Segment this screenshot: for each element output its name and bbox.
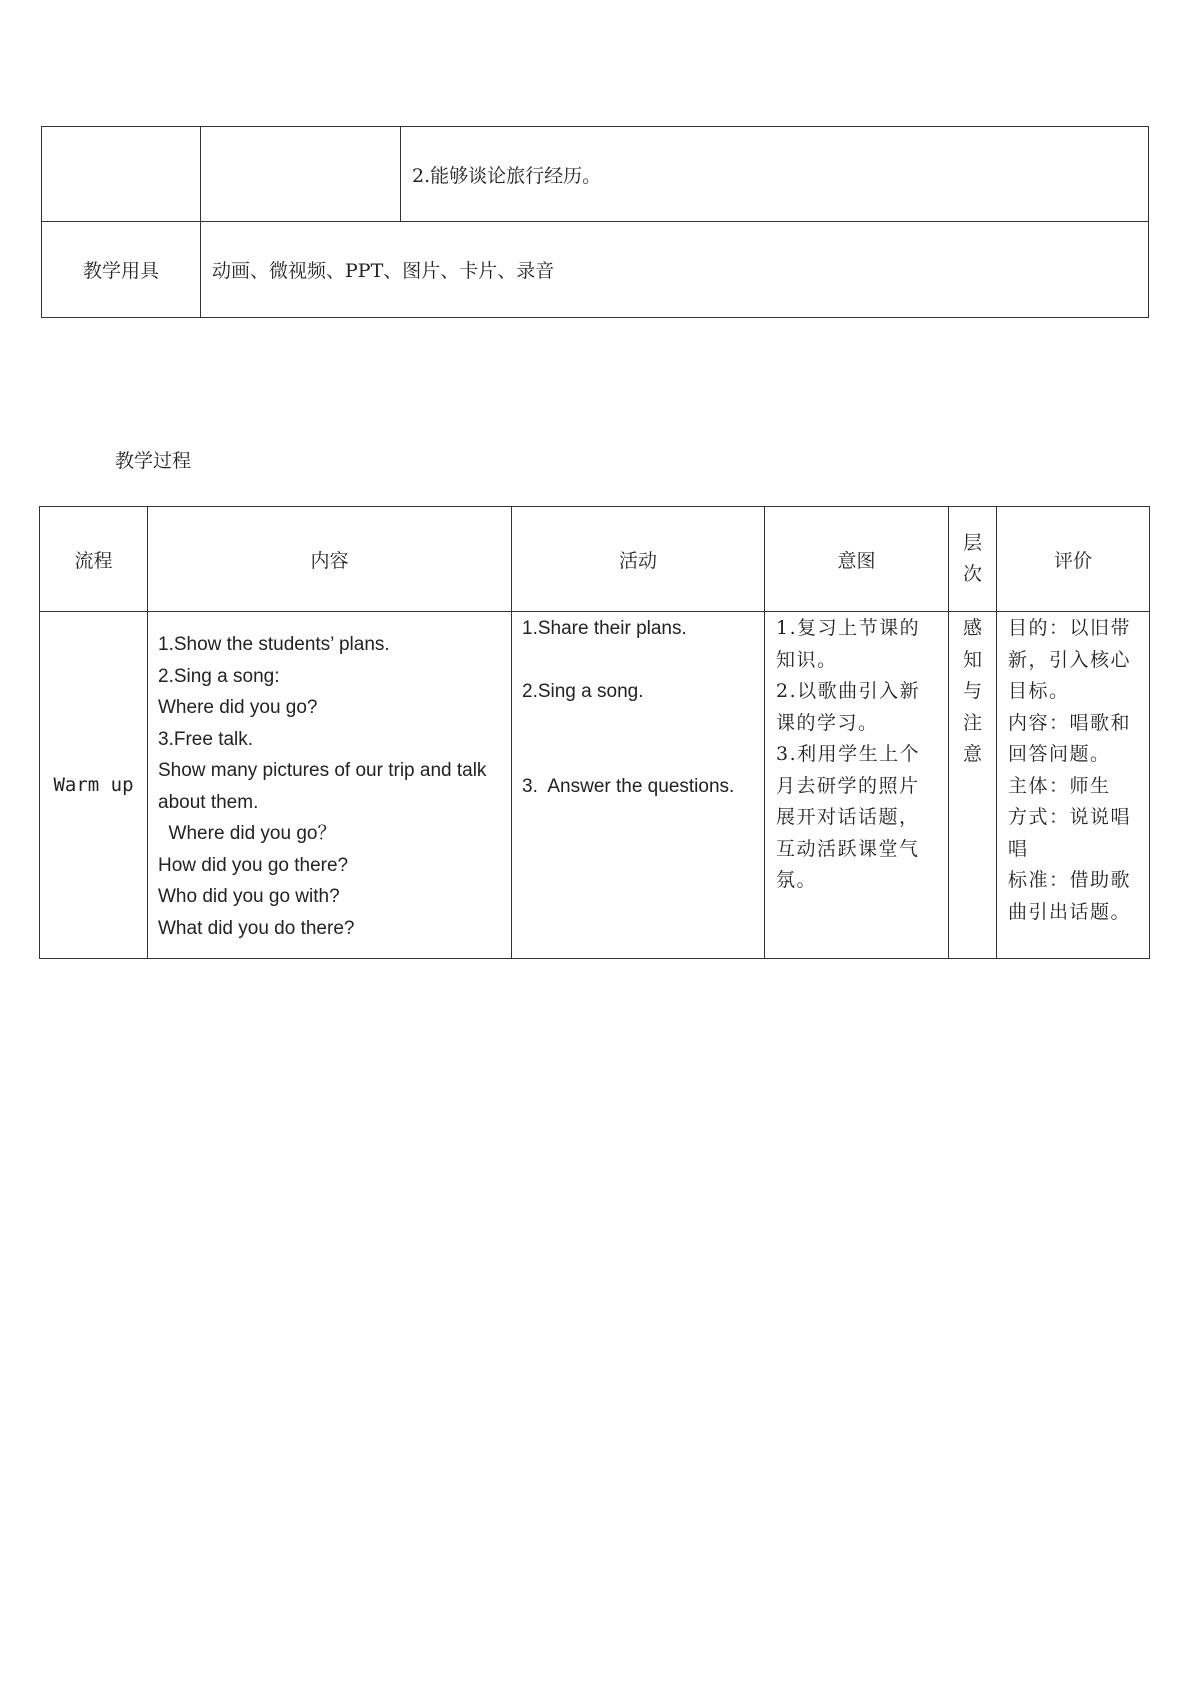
evaluation-line: 目标。: [1008, 680, 1070, 702]
content-line: Where did you go？: [158, 823, 337, 844]
header-content: 内容: [148, 507, 512, 612]
header-level-text: 层次: [962, 532, 982, 585]
content-cell: [148, 612, 512, 959]
intent-line: 课的学习。: [776, 711, 879, 734]
content-line: 2.Sing a song:: [158, 665, 280, 687]
intent-line: 互动活跃课堂气: [776, 837, 920, 860]
table-row: [40, 612, 1150, 959]
evaluation-line: 方式：说说唱: [1008, 806, 1132, 828]
objective-sublabel-cell: [201, 127, 401, 222]
level-char: 意: [962, 743, 982, 765]
evaluation-line: 新，引入核心: [1008, 648, 1132, 671]
tools-row: [42, 222, 1149, 318]
header-intent: 意图: [765, 507, 949, 612]
objective-item: 2.能够谈论旅行经历。: [401, 127, 1149, 222]
activity-line: 3. Answer the questions.: [522, 775, 735, 797]
section-title: 教学过程: [115, 450, 192, 472]
activity-cell: [512, 612, 765, 959]
content-line: How did you go there?: [158, 854, 349, 876]
evaluation-line: 唱: [1008, 837, 1029, 860]
evaluation-line: 主体：师生: [1008, 774, 1111, 797]
content-line: 3.Free talk.: [158, 728, 254, 750]
content-line: Where did you go?: [158, 697, 318, 718]
intent-cell: [765, 612, 949, 959]
header-process: 流程: [40, 507, 148, 612]
header-activity: 活动: [512, 507, 765, 612]
activity-line: [522, 739, 756, 771]
intent-line: 3.利用学生上个: [776, 743, 921, 765]
content-line: about them.: [158, 791, 259, 813]
objective-label-cell: [42, 127, 201, 222]
teaching-info-table: [41, 126, 1149, 318]
content-line: What did you do there?: [158, 917, 355, 939]
header-level: [949, 507, 997, 612]
evaluation-line: 内容：唱歌和: [1008, 711, 1132, 734]
evaluation-line: 目的：以旧带: [1008, 617, 1132, 639]
objective-row: [42, 127, 1149, 222]
evaluation-line: 曲引出话题。: [1008, 900, 1132, 923]
header-row: [40, 507, 1150, 612]
intent-line: 月去研学的照片: [776, 774, 920, 797]
activity-line: 2.Sing a song.: [522, 681, 644, 702]
intent-line: 1.复习上节课的: [776, 617, 921, 639]
header-evaluation: 评价: [997, 507, 1150, 612]
intent-line: 2.以歌曲引入新: [776, 680, 921, 702]
intent-line: 展开对话话题，: [776, 806, 920, 828]
level-cell: [949, 612, 997, 959]
level-char: 与: [962, 680, 982, 702]
tools-label: 教学用具: [42, 222, 201, 318]
level-char: 注: [962, 711, 982, 734]
content-line: Who did you go with?: [158, 886, 340, 907]
content-line: 1.Show the students’ plans.: [158, 634, 390, 655]
teaching-process-table: [39, 506, 1150, 959]
activity-line: [522, 708, 756, 740]
activity-line: [522, 645, 756, 677]
evaluation-line: 标准：借助歌: [1008, 869, 1132, 891]
intent-line: 知识。: [776, 648, 838, 671]
activity-line: 1.Share their plans.: [522, 618, 687, 639]
evaluation-line: 回答问题。: [1008, 743, 1111, 765]
stage-cell: Warm up: [40, 612, 148, 959]
evaluation-cell: [997, 612, 1150, 959]
tools-value: 动画、微视频、PPT、图片、卡片、录音: [201, 222, 1149, 318]
level-char: 知: [962, 648, 982, 671]
intent-line: 氛。: [776, 869, 818, 891]
level-char: 感: [962, 617, 982, 639]
content-line: Show many pictures of our trip and talk: [158, 760, 487, 781]
